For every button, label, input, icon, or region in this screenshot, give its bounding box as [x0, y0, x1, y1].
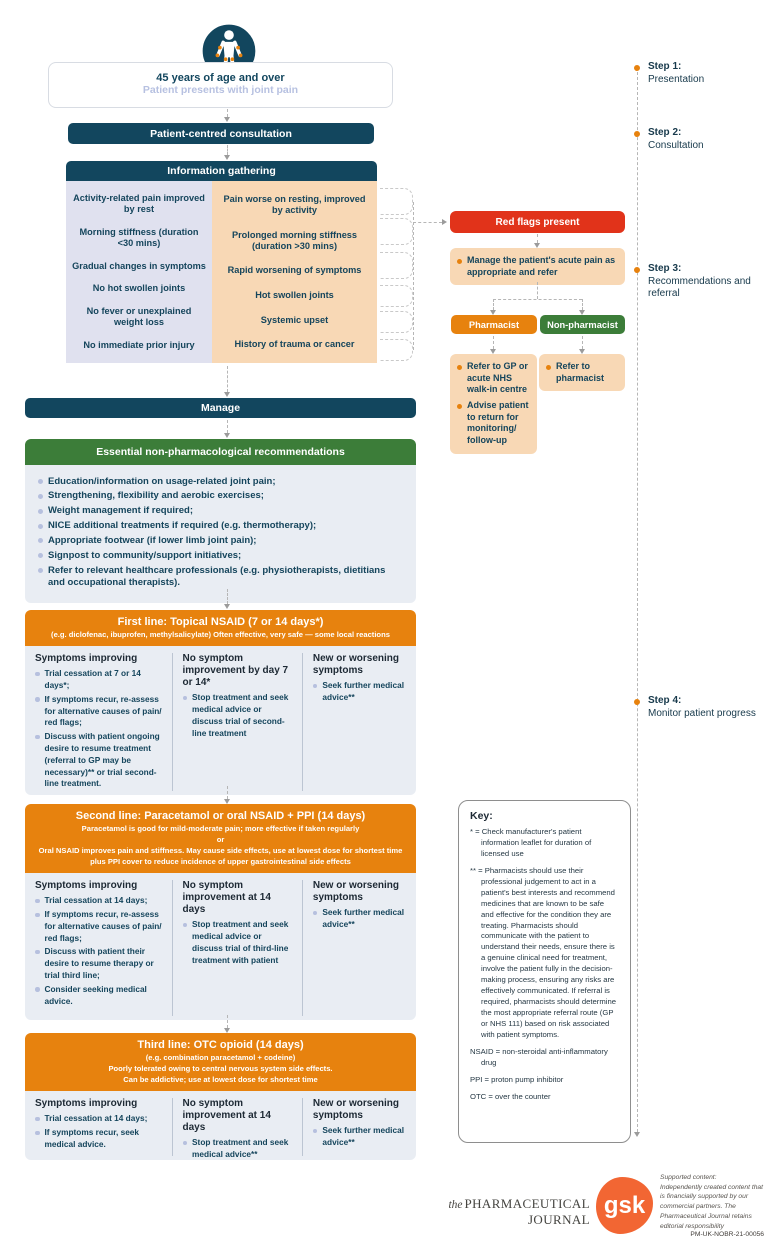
approval-code-text: PM-UK-NOBR-21-00056	[690, 1231, 764, 1238]
red-flags-bar	[450, 211, 625, 233]
supported-label: Supported content:	[660, 1174, 717, 1181]
bullet-icon	[183, 923, 188, 928]
connector-line	[227, 145, 228, 155]
first-line-col-no-improvement	[172, 653, 302, 791]
connector-bracket	[380, 339, 413, 361]
steps-rail-line	[637, 72, 638, 1132]
connector-line	[227, 786, 228, 799]
arrow-down-icon	[224, 117, 230, 122]
col-bullet: Stop treatment and seek medical advice or discuss trial of second-line treatment	[192, 692, 289, 738]
col-bullet: If symptoms recur, re-assess for alternative causes of pain/ red flags;	[44, 909, 162, 943]
nonpharm-bullet: NICE additional treatments if required (e.g. thermotherapy);	[48, 520, 317, 532]
info-item: Systemic upset	[260, 314, 329, 325]
col-bullet: Stop treatment and seek medical advice**	[192, 1137, 289, 1160]
key-title: Key:	[470, 810, 493, 822]
second-line-col-no-improvement	[172, 880, 302, 1016]
col-bullet: Trial cessation at 14 days;	[44, 895, 148, 906]
third-line-subtitle: Poorly tolerated owing to central nervous system side effects.	[108, 1064, 333, 1074]
non-pharmacist-label: Non-pharmacist	[547, 319, 618, 330]
connector-line	[537, 234, 538, 243]
key-item: ** = Pharmacists should use their professional judgement to act in a patient's best interests and recommend medicines that are known to be safe and effective for the condition they are treating. Pharmacists should communicate with the patient to understand their needs, ensure there is a genuine clinical need for treatment, involve the patient fully in the decision-making process, ensuring any risks are effectively communicated. If referral is required, pharmacists should determine the most appropriate referral route (GP or NHS 111) based on risk associated with patient symptoms.	[470, 865, 617, 1039]
third-line-col-no-improvement	[172, 1098, 302, 1160]
bullet-icon	[38, 524, 43, 529]
bullet-icon	[35, 950, 40, 955]
bullet-icon	[313, 911, 318, 916]
arrow-down-icon	[634, 1132, 640, 1137]
info-item: Rapid worsening of symptoms	[227, 265, 362, 276]
consultation-bar	[68, 123, 374, 144]
connector-bracket	[380, 218, 413, 245]
info-item: No fever or unexplained weight loss	[86, 306, 192, 328]
acute-pain-action: Manage the patient's acute pain as appropriate and refer	[467, 255, 616, 277]
second-line-subtitle: or	[216, 835, 225, 845]
non-pharmacist-bar	[540, 315, 625, 334]
second-line-col-worsening	[302, 880, 416, 1016]
step-desc: Monitor patient progress	[648, 707, 756, 719]
info-column-normal	[66, 181, 212, 363]
col-heading: No symptom improvement at 14 days	[182, 880, 271, 916]
pharmacist-bar	[451, 315, 537, 334]
nonpharm-bullet: Education/information on usage-related joint pain;	[48, 475, 276, 487]
col-heading: No symptom improvement at 14 days	[182, 1098, 271, 1134]
info-item: No hot swollen joints	[92, 283, 186, 294]
connector-bracket	[380, 252, 413, 279]
info-column-redflag	[212, 181, 377, 363]
step-bullet-icon	[634, 699, 640, 705]
col-heading: Symptoms improving	[35, 1098, 138, 1110]
step-desc: Consultation	[648, 139, 704, 151]
key-item: * = Check manufacturer's patient information leaflet for duration of licensed use	[470, 827, 592, 858]
bullet-icon	[457, 259, 462, 264]
arrow-down-icon	[224, 392, 230, 397]
col-heading: Symptoms improving	[35, 653, 138, 665]
key-item: OTC = over the counter	[470, 1091, 551, 1101]
step-label: Step 1:	[648, 61, 682, 72]
info-item: History of trauma or cancer	[234, 339, 355, 350]
connector-line	[493, 299, 582, 300]
step-label: Step 4:	[648, 695, 682, 706]
nonpharm-section	[25, 439, 416, 603]
col-heading: Symptoms improving	[35, 880, 138, 892]
bullet-icon	[35, 987, 40, 992]
info-item: No immediate prior injury	[83, 340, 195, 351]
start-box	[48, 62, 393, 108]
step-bullet-icon	[634, 131, 640, 137]
third-line-col-improving	[25, 1098, 172, 1156]
start-subtitle: Patient presents with joint pain	[142, 84, 299, 96]
bullet-icon	[38, 568, 43, 573]
non-pharmacist-action: Refer to pharmacist	[556, 361, 605, 383]
col-bullet: Discuss with patient their desire to resume therapy or trial third line;	[44, 946, 154, 980]
bullet-icon	[35, 672, 40, 677]
journal-name: PHARMACEUTICAL JOURNAL	[464, 1196, 590, 1227]
third-line-body	[25, 1091, 416, 1160]
bullet-icon	[313, 1129, 318, 1134]
bullet-icon	[38, 479, 43, 484]
info-item: Morning stiffness (duration <30 mins)	[79, 226, 199, 248]
nonpharm-body	[25, 465, 416, 603]
info-item: Activity-related pain improved by rest	[73, 192, 205, 214]
journal-the: the	[448, 1199, 463, 1211]
connector-bracket	[380, 311, 413, 333]
non-pharmacist-actions-box	[539, 354, 625, 391]
acute-pain-action-box	[450, 248, 625, 285]
supported-text: Independently created content that is financially supported by our commercial partners. The Pharmaceutical Journal retains editorial responsibility	[660, 1183, 763, 1230]
nonpharm-bullet: Appropriate footwear (if lower limb joint pain);	[48, 534, 257, 546]
pharmacist-action: Refer to GP or acute NHS walk-in centre	[467, 361, 528, 395]
arrow-down-icon	[224, 433, 230, 438]
bullet-icon	[35, 697, 40, 702]
connector-line	[227, 420, 228, 433]
start-title: 45 years of age and over	[156, 72, 285, 84]
manage-label: Manage	[200, 402, 241, 414]
col-heading: No symptom improvement by day 7 or 14*	[182, 653, 289, 689]
first-line-col-improving	[25, 653, 172, 791]
bullet-icon	[38, 538, 43, 543]
connector-line	[227, 1015, 228, 1028]
first-line-subtitle: (e.g. diclofenac, ibuprofen, methylsalicylate) Often effective, very safe — some local reactions	[51, 630, 390, 640]
connector-line	[493, 336, 494, 349]
connector-line	[227, 589, 228, 604]
info-item: Gradual changes in symptoms	[72, 260, 206, 271]
second-line-subtitle: Paracetamol is good for mild-moderate pain; more effective if taken regularly	[81, 824, 360, 834]
connector-line	[227, 366, 228, 392]
info-item: Prolonged morning stiffness (duration >30 mins)	[231, 229, 358, 251]
info-gathering-bar	[66, 161, 377, 181]
key-box	[458, 800, 631, 1143]
nonpharm-bullet: Refer to relevant healthcare professionals (e.g. physiotherapists, dietitians and occupational therapists).	[48, 564, 386, 588]
col-heading: New or worsening symptoms	[312, 1098, 400, 1122]
connector-line	[582, 336, 583, 349]
bullet-icon	[35, 899, 40, 904]
connector-line	[537, 282, 538, 299]
info-item: Pain worse on resting, improved by activity	[223, 193, 366, 215]
col-bullet: Stop treatment and seek medical advice or discuss trial of third-line treatment with patient	[192, 919, 289, 965]
first-line-section	[25, 610, 416, 795]
col-bullet: Seek further medical advice**	[322, 1125, 405, 1148]
col-bullet: Trial cessation at 14 days;	[44, 1113, 148, 1124]
bullet-icon	[183, 696, 188, 701]
key-item: NSAID = non-steroidal anti-inflammatory drug	[470, 1046, 608, 1067]
connector-line	[227, 109, 228, 117]
second-line-body	[25, 873, 416, 1020]
third-line-subtitle: Can be addictive; use at lowest dose for shortest time	[123, 1075, 318, 1085]
consultation-label: Patient-centred consultation	[150, 127, 292, 140]
step-bullet-icon	[634, 65, 640, 71]
third-line-title: Third line: OTC opioid (14 days)	[137, 1039, 304, 1051]
bullet-icon	[35, 913, 40, 918]
connector-bracket	[380, 188, 413, 215]
col-bullet: Discuss with patient ongoing desire to resume treatment (referral to GP may be necessary)** or trial second-line treatment.	[44, 731, 160, 789]
pharmacist-actions-box	[450, 354, 537, 454]
connector-line	[413, 222, 442, 223]
nonpharm-bullet: Weight management if required;	[48, 505, 193, 517]
third-line-section	[25, 1033, 416, 1160]
arrow-right-icon	[442, 219, 447, 225]
info-item: Hot swollen joints	[255, 289, 334, 300]
third-line-subtitle: (e.g. combination paracetamol + codeine)	[145, 1053, 296, 1063]
nonpharm-title: Essential non-pharmacological recommendations	[96, 446, 345, 458]
nonpharm-bullet: Strengthening, flexibility and aerobic exercises;	[48, 490, 264, 502]
step-desc: Recommendations and referral	[648, 275, 751, 299]
col-heading: New or worsening symptoms	[312, 880, 400, 904]
step-label: Step 3:	[648, 263, 682, 274]
col-bullet: Seek further medical advice**	[322, 907, 405, 930]
bullet-icon	[457, 365, 462, 370]
col-bullet: Trial cessation at 7 or 14 days*;	[44, 668, 141, 691]
step-1	[648, 61, 760, 86]
red-flags-label: Red flags present	[495, 216, 580, 228]
col-heading: New or worsening symptoms	[312, 653, 400, 677]
col-bullet: Seek further medical advice**	[322, 680, 405, 703]
second-line-title: Second line: Paracetamol or oral NSAID + PPI (14 days)	[75, 810, 366, 822]
manage-bar	[25, 398, 416, 418]
nonpharm-bullet: Signpost to community/support initiatives;	[48, 549, 242, 561]
bullet-icon	[313, 684, 318, 689]
bullet-icon	[35, 1131, 40, 1136]
bullet-icon	[183, 1141, 188, 1146]
step-label: Step 2:	[648, 127, 682, 138]
second-line-section	[25, 804, 416, 1020]
first-line-title: First line: Topical NSAID (7 or 14 days*)	[117, 616, 324, 628]
connector-line	[493, 299, 494, 310]
info-gathering-label: Information gathering	[167, 165, 276, 177]
col-bullet: If symptoms recur, seek medical advice.	[44, 1127, 140, 1149]
key-item: PPI = proton pump inhibitor	[470, 1074, 564, 1084]
connector-line	[582, 299, 583, 310]
arrow-down-icon	[224, 155, 230, 160]
gsk-label: gsk	[603, 1191, 646, 1219]
col-bullet: If symptoms recur, re-assess for alternative causes of pain/ red flags;	[44, 693, 162, 728]
connector-line	[413, 202, 414, 350]
third-line-col-worsening	[302, 1098, 416, 1156]
supported-content-note	[660, 1173, 764, 1231]
approval-code	[660, 1231, 764, 1238]
first-line-header	[25, 610, 416, 646]
second-line-header	[25, 804, 416, 873]
col-bullet: Consider seeking medical advice.	[44, 983, 147, 1006]
bullet-icon	[457, 404, 462, 409]
gsk-logo	[596, 1177, 653, 1234]
second-line-subtitle: Oral NSAID improves pain and stiffness. May cause side effects, use at lowest dose for shortest time plus PPI cover to reduce incidence of upper gastrointestinal side effects	[38, 846, 403, 867]
pharmacist-action: Advise patient to return for monitoring/ follow-up	[467, 400, 529, 446]
bullet-icon	[38, 494, 43, 499]
bullet-icon	[546, 365, 551, 370]
pharmacist-label: Pharmacist	[468, 319, 520, 330]
step-bullet-icon	[634, 267, 640, 273]
first-line-body	[25, 646, 416, 795]
bullet-icon	[38, 509, 43, 514]
step-desc: Presentation	[648, 73, 705, 85]
step-4	[648, 695, 760, 720]
first-line-col-worsening	[302, 653, 416, 791]
arrow-down-icon	[224, 604, 230, 609]
step-3	[648, 263, 760, 301]
bullet-icon	[35, 1117, 40, 1122]
step-2	[648, 127, 760, 152]
bullet-icon	[35, 735, 40, 740]
third-line-header	[25, 1033, 416, 1091]
bullet-icon	[38, 553, 43, 558]
pharmaceutical-journal-logo	[418, 1196, 590, 1228]
second-line-col-improving	[25, 880, 172, 1016]
nonpharm-header	[25, 439, 416, 465]
connector-bracket	[380, 285, 413, 307]
